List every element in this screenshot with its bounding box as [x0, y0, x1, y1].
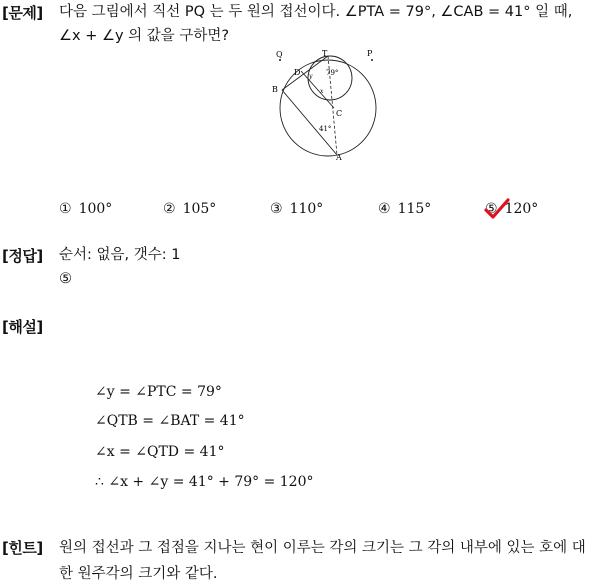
problem-line-2: ∠x + ∠y 의 값을 구하면?	[59, 28, 230, 44]
geometry-figure	[268, 48, 378, 163]
label-angle-41: 41°	[319, 125, 332, 133]
choice-5[interactable]: ⑤ 120°	[485, 201, 539, 217]
label-d: D	[294, 68, 301, 77]
point-p	[371, 59, 373, 61]
answer-tag: [정답]	[2, 247, 43, 265]
label-p: P	[367, 49, 373, 58]
segment-bt	[282, 56, 328, 90]
answer-line-2: ⑤	[59, 271, 72, 287]
label-angle-79: 79°	[326, 69, 339, 77]
label-t: T	[322, 49, 328, 58]
solution-line-3: ∠x = ∠QTD = 41°	[95, 444, 225, 460]
checkmark-icon	[484, 198, 510, 220]
choice-2[interactable]: ② 105°	[163, 201, 217, 217]
label-q: Q	[276, 50, 283, 59]
problem-tag: [문제]	[2, 4, 43, 22]
label-y: y	[309, 73, 313, 80]
solution-tag: [해설]	[2, 318, 43, 336]
solution-line-4: ∴ ∠x + ∠y = 41° + 79° = 120°	[95, 474, 314, 490]
answer-line-1: 순서: 없음, 갯수: 1	[59, 247, 181, 263]
label-a: A	[336, 153, 342, 162]
label-c: C	[336, 109, 343, 118]
hint-text: 원의 접선과 그 접점을 지나는 현이 이루는 각의 크기는 그 각의 내부에 있는 호에 대한 원주각의 크기와 같다.	[59, 540, 586, 582]
point-q	[279, 59, 281, 61]
solution-line-1: ∠y = ∠PTC = 79°	[95, 384, 222, 400]
solution-line-2: ∠QTB = ∠BAT = 41°	[95, 413, 245, 429]
hint-tag: [힌트]	[2, 539, 43, 557]
label-x: x	[320, 88, 324, 95]
choice-1[interactable]: ① 100°	[59, 201, 113, 217]
choice-3[interactable]: ③ 110°	[270, 201, 324, 217]
problem-line-1: 다음 그림에서 직선 PQ 는 두 원의 접선이다. ∠PTA = 79°, ∠CAB = 41° 일 때,	[59, 4, 573, 20]
choice-4[interactable]: ④ 115°	[378, 201, 432, 217]
label-b: B	[272, 85, 278, 94]
